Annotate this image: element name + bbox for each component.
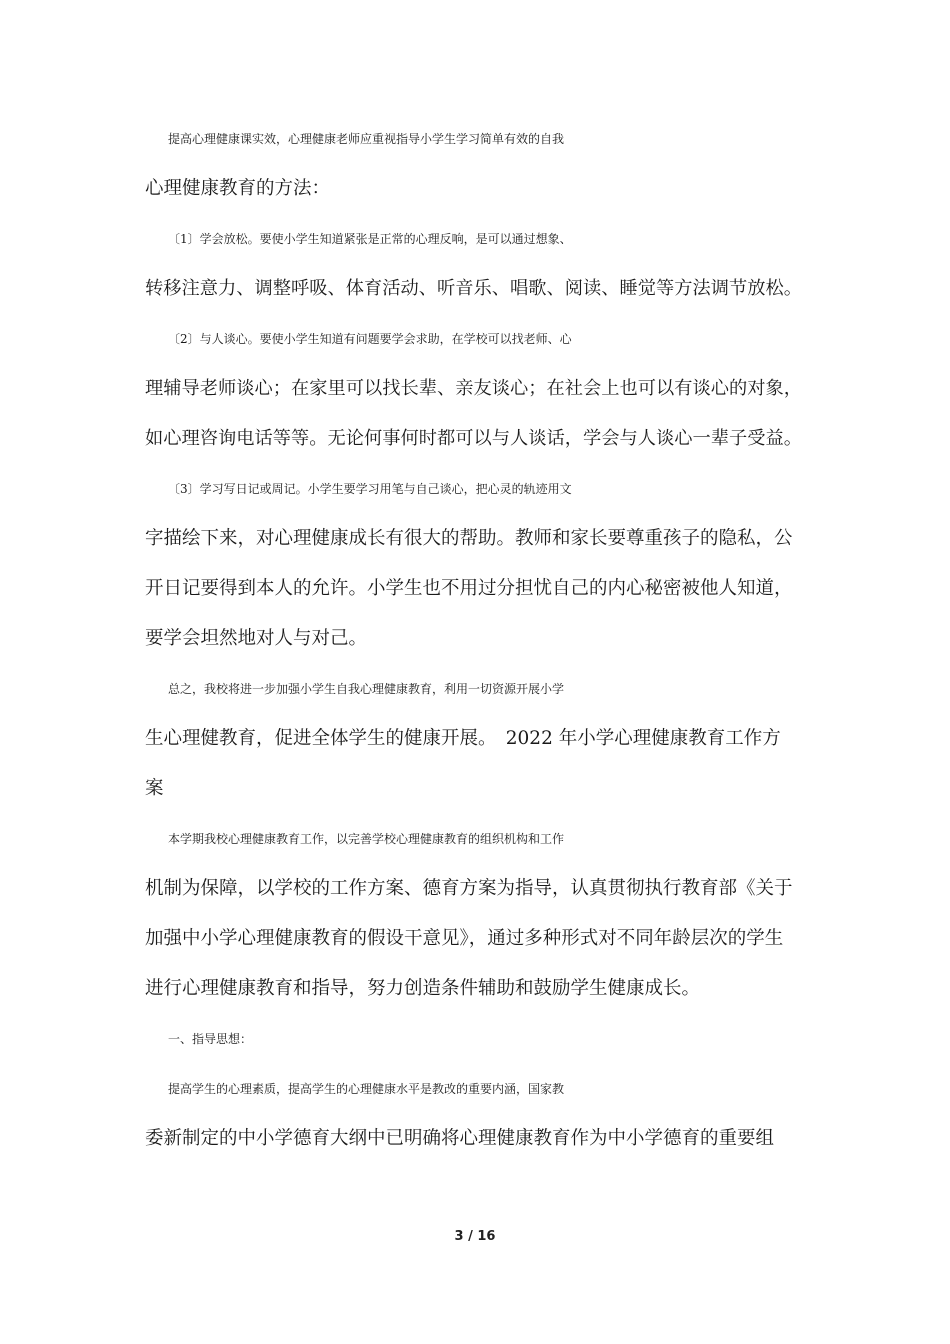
- text-line: 〔2〕与人谈心。要使小学生知道有问题要学会求助，在学校可以找老师、心: [168, 332, 572, 346]
- text-line: 心理健康教育的方法：: [145, 178, 331, 199]
- text-line: 加强中小学心理健康教育的假设干意见》，通过多种形式对不同年龄层次的学生: [145, 928, 784, 949]
- text-line: 〔1〕学会放松。要使小学生知道紧张是正常的心理反响，是可以通过想象、: [168, 232, 572, 246]
- text-line: 〔3〕学习写日记或周记。小学生要学习用笔与自己谈心，把心灵的轨迹用文: [168, 482, 572, 496]
- text-line: 委新制定的中小学德育大纲中已明确将心理健康教育作为中小学德育的重要组: [145, 1128, 775, 1149]
- text-line: 总之，我校将进一步加强小学生自我心理健康教育，利用一切资源开展小学: [168, 682, 565, 696]
- text-line: 机制为保障，以学校的工作方案、德育方案为指导，认真贯彻执行教育部《关于: [145, 878, 793, 899]
- text-line: 要学会坦然地对人与对己。: [145, 628, 368, 649]
- page-number: 3 / 16: [454, 1229, 496, 1244]
- text-line: 转移注意力、调整呼吸、体育活动、听音乐、唱歌、阅读、睡觉等方法调节放松。: [145, 278, 802, 299]
- text-line: 生心理健教育，促进全体学生的健康开展。 2022 年小学心理健康教育工作方: [145, 728, 781, 749]
- section-heading: 一、指导思想：: [168, 1032, 253, 1046]
- text-line: 案: [145, 778, 164, 799]
- text-line: 进行心理健康教育和指导，努力创造条件辅助和鼓励学生健康成长。: [145, 978, 701, 999]
- text-line: 如心理咨询电话等等。无论何事何时都可以与人谈话，学会与人谈心一辈子受益。: [145, 428, 802, 449]
- text-line: 开日记要得到本人的允许。小学生也不用过分担忧自己的内心秘密被他人知道，: [145, 578, 793, 599]
- text-line: 提高心理健康课实效，心理健康老师应重视指导小学生学习简单有效的自我: [168, 132, 565, 146]
- text-line: 字描绘下来，对心理健康成长有很大的帮助。教师和家长要尊重孩子的隐私，公: [145, 528, 793, 549]
- text-line: 本学期我校心理健康教育工作，以完善学校心理健康教育的组织机构和工作: [168, 832, 565, 846]
- text-line: 提高学生的心理素质，提高学生的心理健康水平是教改的重要内涵，国家教: [168, 1082, 565, 1096]
- text-line: 理辅导老师谈心；在家里可以找长辈、亲友谈心；在社会上也可以有谈心的对象，: [145, 378, 802, 399]
